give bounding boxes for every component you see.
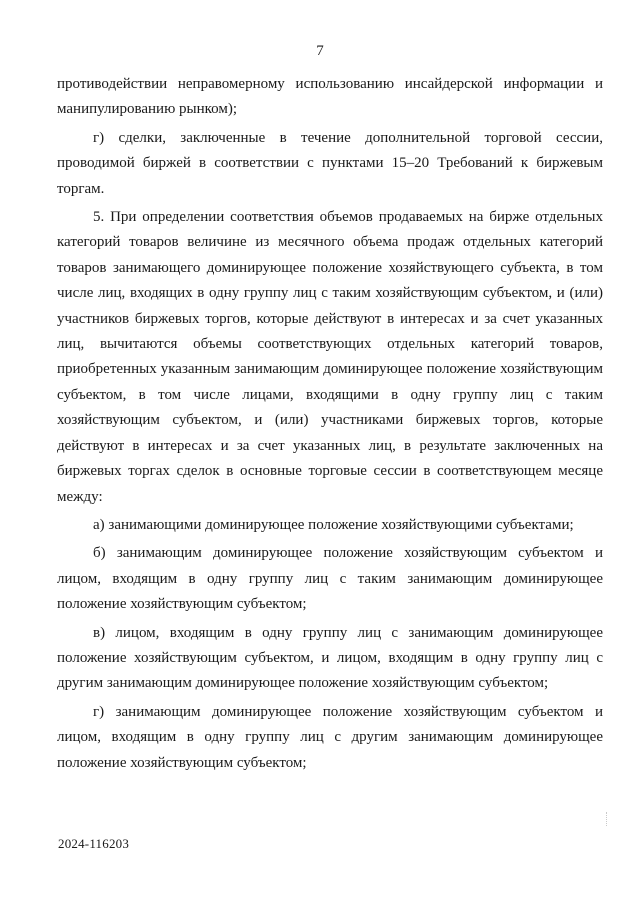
document-id: 2024-116203 xyxy=(58,836,130,851)
document-body xyxy=(57,72,603,776)
paragraph-item-b: б) занимающим доминирующее положение хозяйствующим субъектом и лицом, входящим в одну группу лиц с таким занимающим доминирующее положение хозяйствующим субъектом; xyxy=(57,545,603,613)
paragraph-item-g-trading-session: г) сделки, заключенные в течение дополнительной торговой сессии, проводимой биржей в соответствии с пунктами 15–20 Требований к биржевым торгам. xyxy=(57,129,603,197)
page-number: 7 xyxy=(316,43,324,59)
paragraph-continuation: противодействии неправомерному использованию инсайдерской информации и манипулированию рынком); xyxy=(57,76,603,118)
paragraph-item-a: а) занимающими доминирующее положение хозяйствующими субъектами; xyxy=(93,516,574,533)
paragraph-item-v: в) лицом, входящим в одну группу лиц с занимающим доминирующее положение хозяйствующим субъектом, и лицом, входящим в одну группу лиц с другим занимающим доминирующее положение хозяйствующим субъектом; xyxy=(57,624,603,692)
paragraph-clause-5: 5. При определении соответствия объемов продаваемых на бирже отдельных категорий товаров величине из месячного объема продаж отдельных категорий товаров занимающего доминирующее положение хозяйствующего субъекта, в том числе лиц, входящих в одну группу лиц с таким хозяйствующим субъектом, и (или) участников биржевых торгов, которые действуют в интересах и за счет указанных лиц, вычитаются объемы соответствующих отдельных категорий товаров, приобретенных указанным занимающим доминирующее положение хозяйствующим субъектом, в том числе лицами, входящими в одну группу лиц с таким хозяйствующим субъектом, и (или) участниками биржевых торгов, которые действуют в интересах и за счет указанных лиц, в результате заключенных на биржевых торгах сделок в основные торговые сессии в соответствующем месяце между: xyxy=(57,209,603,505)
scan-artifact xyxy=(606,812,610,826)
paragraph-item-g: г) занимающим доминирующее положение хозяйствующим субъектом и лицом, входящим в одну группу лиц с другим занимающим доминирующее положение хозяйствующим субъектом; xyxy=(57,703,603,771)
